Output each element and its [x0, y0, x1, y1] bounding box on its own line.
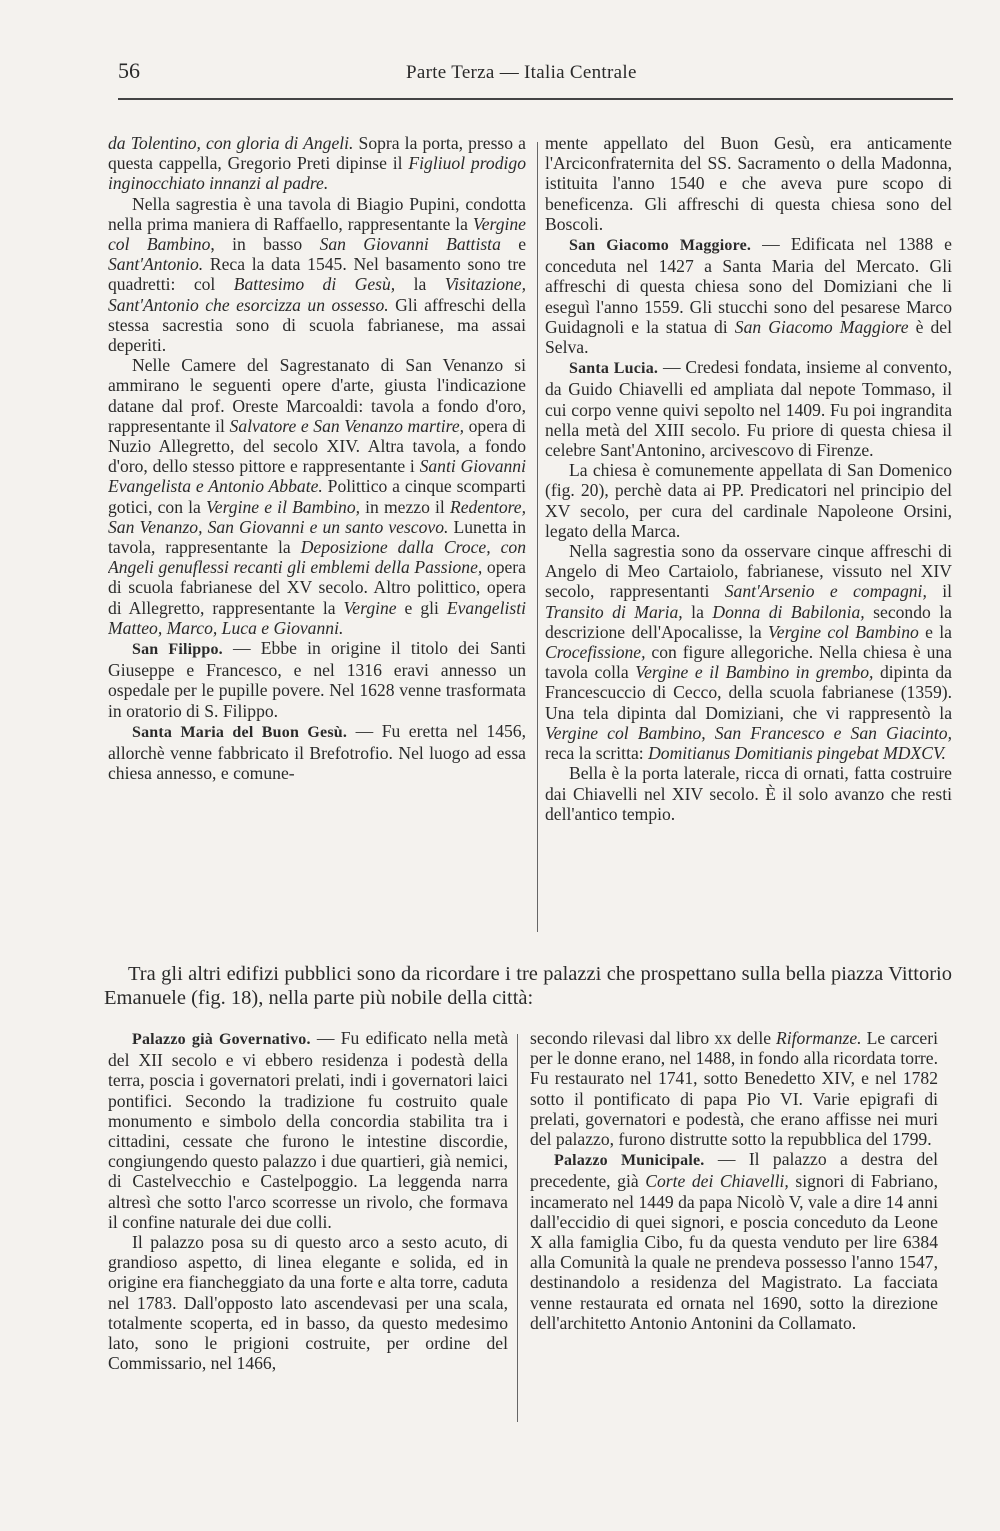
italic-text: Vergine col Bambino — [767, 621, 919, 642]
upper-column-divider — [537, 142, 538, 932]
text-run: Sopra la porta, presso a questa cappella, Gregorio Preti dipinse il — [108, 133, 526, 174]
header-rule — [118, 98, 953, 100]
italic-text: Evangelisti Matteo, Marco, Luca e Giovanni. — [108, 597, 526, 638]
text-run: Polittico a cinque scomparti gotici, con la — [108, 476, 526, 517]
paragraph — [545, 763, 952, 824]
text-run: — Credesi fondata, insieme al convento, da Guido Chiavelli ed ampliata dal nepote Tommaso, il cui corpo venne quivi sepolto nel 1409. Fu poi ingrandita nella metà del XIII secolo. Fu priore di questa chiesa il celebre Sant'Antonino, arcivescovo di Firenze. — [545, 357, 952, 461]
text-run: secondo rilevasi dal libro xx delle — [530, 1028, 777, 1048]
text-run: — Ebbe in origine il titolo dei Santi Giuseppe e Francesco, e nel 1316 eravi annesso un ospedale per le pupille povere. Nel 1628 venne trasformata in oratorio di S. Filippo. — [108, 638, 526, 721]
text-run: La chiesa è comunemente appellata di San Domenico (fig. 20), perchè data ai PP. Predicatori nel principio del XV secolo, per cura del cardinale Napoleone Orsini, legato della Marca. — [545, 460, 952, 541]
italic-text: Riformanze. — [776, 1028, 862, 1048]
upper-left-column — [108, 133, 526, 938]
paragraph — [545, 234, 952, 357]
text-run: — Il palazzo a destra del precedente, già — [530, 1149, 938, 1192]
text-run: Lunetta in tavola, rappresentante la — [108, 516, 526, 558]
text-run: reca la scritta: — [545, 743, 649, 764]
intro-paragraph — [104, 962, 952, 1010]
text-run: dipinta da Francescuccio di Cecco, della scuola fabrianese (1359). Una tela dipinta dal Domiziani, che vi rappresentò la — [545, 662, 952, 723]
text-run: e la — [918, 621, 952, 642]
paragraph — [545, 541, 952, 763]
italic-text: da Tolentino, con gloria di Angeli. — [108, 133, 354, 153]
italic-text: Vergine — [343, 597, 397, 618]
paragraph — [108, 1232, 508, 1373]
entry-heading: San Giacomo Maggiore. — [569, 237, 752, 255]
entry-heading: Santa Maria del Buon Gesù. — [132, 723, 348, 741]
lower-right-column — [530, 1028, 938, 1440]
paragraph — [108, 1028, 508, 1232]
entry-heading: Santa Lucia. — [569, 360, 659, 378]
text-run: è del Selva. — [545, 316, 952, 358]
text-run: — Edificata nel 1388 e conceduta nel 1427 a Santa Maria del Mercato. Gli affreschi di questa chiesa sono del Domiziani che li eseguì l'anno 1559. Gli stucchi sono del pesarese Marco Guidagnoli e la statua di — [545, 234, 952, 337]
italic-text: Sant'Arsenio e compagni, — [724, 581, 927, 602]
entry-heading: Palazzo Municipale. — [554, 1152, 705, 1170]
text-run: opera di Nuzio Allegretto, del secolo XIV. Altra tavola, a fondo d'oro, dello stesso pittore e rappresentante i — [108, 415, 526, 477]
paragraph — [108, 133, 526, 194]
text-run: con figure allegoriche. Nella chiesa è una tavola colla — [545, 642, 952, 683]
italic-text: Redentore, San Venanzo, San Giovanni e un santo vescovo. — [108, 496, 526, 537]
text-run: opera di scuola fabrianese del XV secolo. Altro polittico, opera di Allegretto, rappresentante la — [108, 557, 526, 618]
text-run: Il palazzo posa su di questo arco a sesto acuto, di grandioso aspetto, di linea elegante e solida, ed in origine era fiancheggiato da una forte e alta torre, caduta nel 1783. Dall'opposto lato ascendevasi per una scala, totalmente scoperta, ed in basso, da questo medesimo lato, sono le prigioni costruite, per ordine del Commissario, nel 1466, — [108, 1232, 508, 1374]
lower-column-divider — [517, 1034, 518, 1422]
italic-text: Transito di Maria, — [545, 601, 683, 622]
text-run: Nella sagrestia è una tavola di Biagio Pupini, condotta nella prima maniera di Raffaello, rappresentante la — [108, 193, 526, 234]
paragraph — [108, 355, 526, 638]
running-title: Parte Terza — Italia Centrale — [406, 62, 637, 83]
italic-text: San Giacomo Maggiore — [734, 316, 909, 337]
italic-text: Sant'Antonio. — [108, 254, 204, 275]
paragraph — [545, 460, 952, 541]
entry-heading: San Filippo. — [132, 641, 223, 659]
paragraph — [545, 357, 952, 460]
paragraph — [530, 1149, 938, 1333]
text-run: , in basso — [210, 234, 320, 255]
upper-right-column — [545, 133, 952, 938]
page-header — [118, 58, 953, 92]
paragraph — [108, 638, 526, 721]
italic-text: Domitianus Domitianis pingebat MDXCV. — [648, 743, 946, 764]
text-run: la — [395, 274, 445, 295]
italic-text: Salvatore e San Venanzo martire, — [229, 415, 465, 436]
italic-text: Vergine col Bambino, San Francesco e San Giacinto, — [545, 722, 952, 743]
paragraph — [545, 133, 952, 234]
text-run: secondo la descrizione dell'Apocalisse, la — [545, 601, 952, 642]
text-run: Nella sagrestia sono da osservare cinque affreschi di Angelo di Meo Cartaiolo, fabrianese, vissuto nel XIV secolo, rappresentanti — [545, 541, 952, 602]
text-run: Gli affreschi della stessa sacrestia sono di scuola fabrianese, ma assai deperiti. — [108, 294, 526, 356]
text-run: Reca la data 1545. Nel basamento sono tre quadretti: col — [108, 254, 526, 295]
italic-text: San Giovanni Battista — [319, 234, 501, 255]
page-number: 56 — [118, 58, 140, 83]
text-run: la — [682, 601, 713, 622]
italic-text: Visitazione, Sant'Antonio che esorcizza un ossesso. — [108, 274, 526, 315]
text-run: mente appellato del Buon Gesù, era anticamente l'Arciconfraternita del SS. Sacramento o della Madonna, istituita l'anno 1540 e che aveva pure scopo di beneficenza. Gli affreschi di questa chiesa sono del Boscoli. — [545, 133, 952, 234]
italic-text: Deposizione dalla Croce, con Angeli genuflessi recanti gli emblemi della Passione, — [108, 537, 526, 578]
text-run: e — [500, 234, 526, 255]
italic-text: Corte dei Chiavelli, — [645, 1171, 789, 1192]
lower-left-column — [108, 1028, 508, 1440]
text-run: signori di Fabriano, incamerato nel 1449 da papa Nicolò V, vale a dire 14 anni dall'eccidio di quei signori, e poscia conceduto da Leone X alla famiglia Cibo, fu da questa venduto per lire 6384 alla Comunità la quale ne prendeva possesso l'anno 1547, destinandolo a residenza del Magistrato. La facciata venne restaurata ed ornata nel 1690, sotto la direzione dell'architetto Antonio Antonini da Collamato. — [530, 1171, 938, 1333]
italic-text: Santi Giovanni Evangelista e Antonio Abbate. — [108, 456, 526, 497]
paragraph — [108, 194, 526, 356]
text-run: il — [926, 581, 952, 602]
italic-text: Figliuol prodigo inginocchiato innanzi al padre. — [108, 153, 526, 194]
paragraph — [108, 721, 526, 784]
italic-text: Donna di Babilonia, — [712, 601, 865, 622]
text-run: e gli — [396, 597, 447, 618]
entry-heading: Palazzo già Governativo. — [132, 1031, 311, 1048]
paragraph — [530, 1028, 938, 1149]
italic-text: Vergine e il Bambino, — [206, 496, 361, 517]
text-run: in mezzo il — [360, 496, 450, 517]
text-run: Le carceri per le donne erano, nel 1488, in fondo alla ricordata torre. Fu restaurato nel 1741, sotto Benedetto XIV, e nel 1782 sotto il pontificato di papa Pio VI. Varie epigrafi di prelati, governatori e podestà, che erano affisse nei muri del palazzo, furono distrutte sotto la repubblica del 1799. — [530, 1028, 938, 1150]
text-run: Nelle Camere del Sagrestanato di San Venanzo si ammirano le seguenti opere d'arte, giusta l'indicazione datane dal prof. Oreste Marcoaldi: tavola a fondo d'oro, rappresentante il — [108, 355, 526, 436]
text-run: Bella è la porta laterale, ricca di ornati, fatta costruire dai Chiavelli nel XIV secolo. È il solo avanzo che resti dell'antico tempio. — [545, 763, 952, 824]
intro-text: Tra gli altri edifizi pubblici sono da ricordare i tre palazzi che prospettano sulla bella piazza Vittorio Emanuele (fig. 18), nella parte più nobile della città: — [104, 963, 952, 1009]
italic-text: Vergine e il Bambino in grembo, — [635, 662, 874, 683]
italic-text: Vergine col Bambino — [108, 213, 526, 255]
text-run: — Fu edificato nella metà del XII secolo e vi ebbero residenza i podestà della terra, poscia i governatori prelati, indi i governatori laici pontifici. Secondo la tradizione fu costruito quale monumento e simbolo della concordia stabilita tra i cittadini, cessate che furono le intestine discordie, congiungendo questo palazzo i due quartieri, già nemici, di Castelvecchio e Castelpoggio. La leggenda narra altresì che sotto l'arco scorresse un rivolo, che formava il confine naturale dei due colli. — [108, 1028, 508, 1232]
italic-text: Crocefissione, — [545, 642, 646, 663]
text-run: — Fu eretta nel 1456, allorchè venne fabbricato il Brefotrofio. Nel luogo ad essa chiesa annesso, e comune- — [108, 720, 526, 784]
italic-text: Battesimo di Gesù, — [233, 274, 396, 295]
